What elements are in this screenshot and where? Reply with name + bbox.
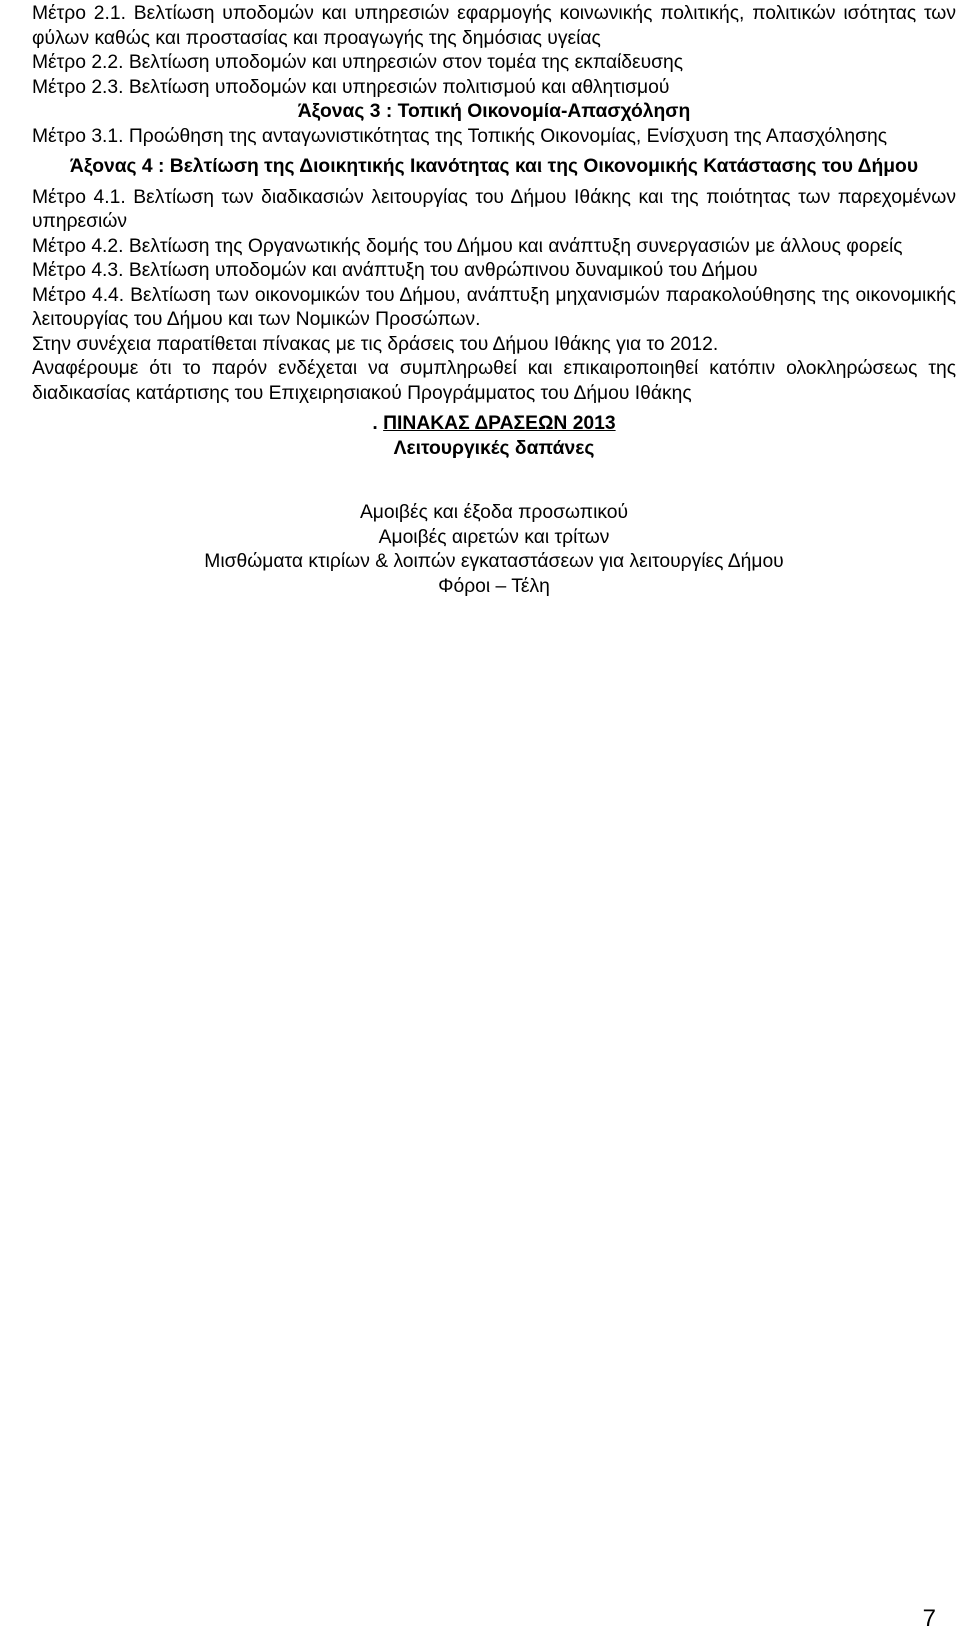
measure-2-2: Μέτρο 2.2. Βελτίωση υποδομών και υπηρεσιών στον τομέα της εκπαίδευσης	[32, 52, 684, 73]
measure-4-4: Μέτρο 4.4. Βελτίωση των οικονομικών του Δήμου, ανάπτυξη μηχανισμών παρακολούθησης της οικονομικής λειτουργίας του Δήμου και των Νομικών Προσώπων.	[32, 284, 956, 330]
table-title	[32, 412, 956, 437]
table-subtitle: Λειτουργικές δαπάνες	[393, 437, 595, 459]
axis-4-heading: Άξονας 4 : Βελτίωση της Διοικητικής Ικανότητας και της Οικονομικής Κατάστασης του Δήμου	[69, 156, 919, 177]
measure-3-1: Μέτρο 3.1. Προώθηση της ανταγωνιστικότητας της Τοπικής Οικονομίας, Ενίσχυση της Απασχόλησης	[32, 125, 888, 147]
measure-4-1: Μέτρο 4.1. Βελτίωση των διαδικασιών λειτουργίας του Δήμου Ιθάκης και της ποιότητας των παρεχομένων υπηρεσιών	[32, 186, 956, 232]
axis-3-heading: Άξονας 3 : Τοπική Οικονομία-Απασχόληση	[297, 101, 691, 122]
measure-2-3: Μέτρο 2.3. Βελτίωση υποδομών και υπηρεσιών πολιτισμού και αθλητισμού	[32, 76, 670, 98]
expense-item: Αμοιβές αιρετών και τρίτων	[378, 526, 610, 548]
table-title-prefix: .	[372, 413, 384, 434]
document-body	[32, 2, 956, 599]
measure-2-1: Μέτρο 2.1. Βελτίωση υποδομών και υπηρεσιών εφαρμογής κοινωνικής πολιτικής, πολιτικών ισότητας των φύλων καθώς και προστασίας και προαγωγής της δημόσιας υγείας	[32, 3, 956, 49]
update-note: Αναφέρουμε ότι το παρόν ενδέχεται να συμπληρωθεί και επικαιροποιηθεί κατόπιν ολοκληρώσεως της διαδικασίας κατάρτισης του Επιχειρησιακού Προγράμματος του Δήμου Ιθάκης	[32, 358, 956, 404]
expense-item: Φόροι – Τέλη	[438, 575, 550, 597]
continuation-text: Στην συνέχεια παρατίθεται πίνακας με τις δράσεις του Δήμου Ιθάκης για το 2012.	[32, 333, 719, 355]
expense-item: Αμοιβές και έξοδα προσωπικού	[359, 502, 629, 523]
page-number: 7	[922, 1605, 936, 1632]
table-title-text: ΠΙΝΑΚΑΣ ΔΡΑΣΕΩΝ 2013	[383, 413, 616, 434]
expense-item: Μισθώματα κτιρίων & λοιπών εγκαταστάσεων για λειτουργίες Δήμου	[204, 551, 784, 572]
measure-4-2: Μέτρο 4.2. Βελτίωση της Οργανωτικής δομής του Δήμου και ανάπτυξη συνεργασιών με άλλους φορείς	[32, 235, 903, 257]
measure-4-3: Μέτρο 4.3. Βελτίωση υποδομών και ανάπτυξη του ανθρώπινου δυναμικού του Δήμου	[32, 260, 758, 281]
